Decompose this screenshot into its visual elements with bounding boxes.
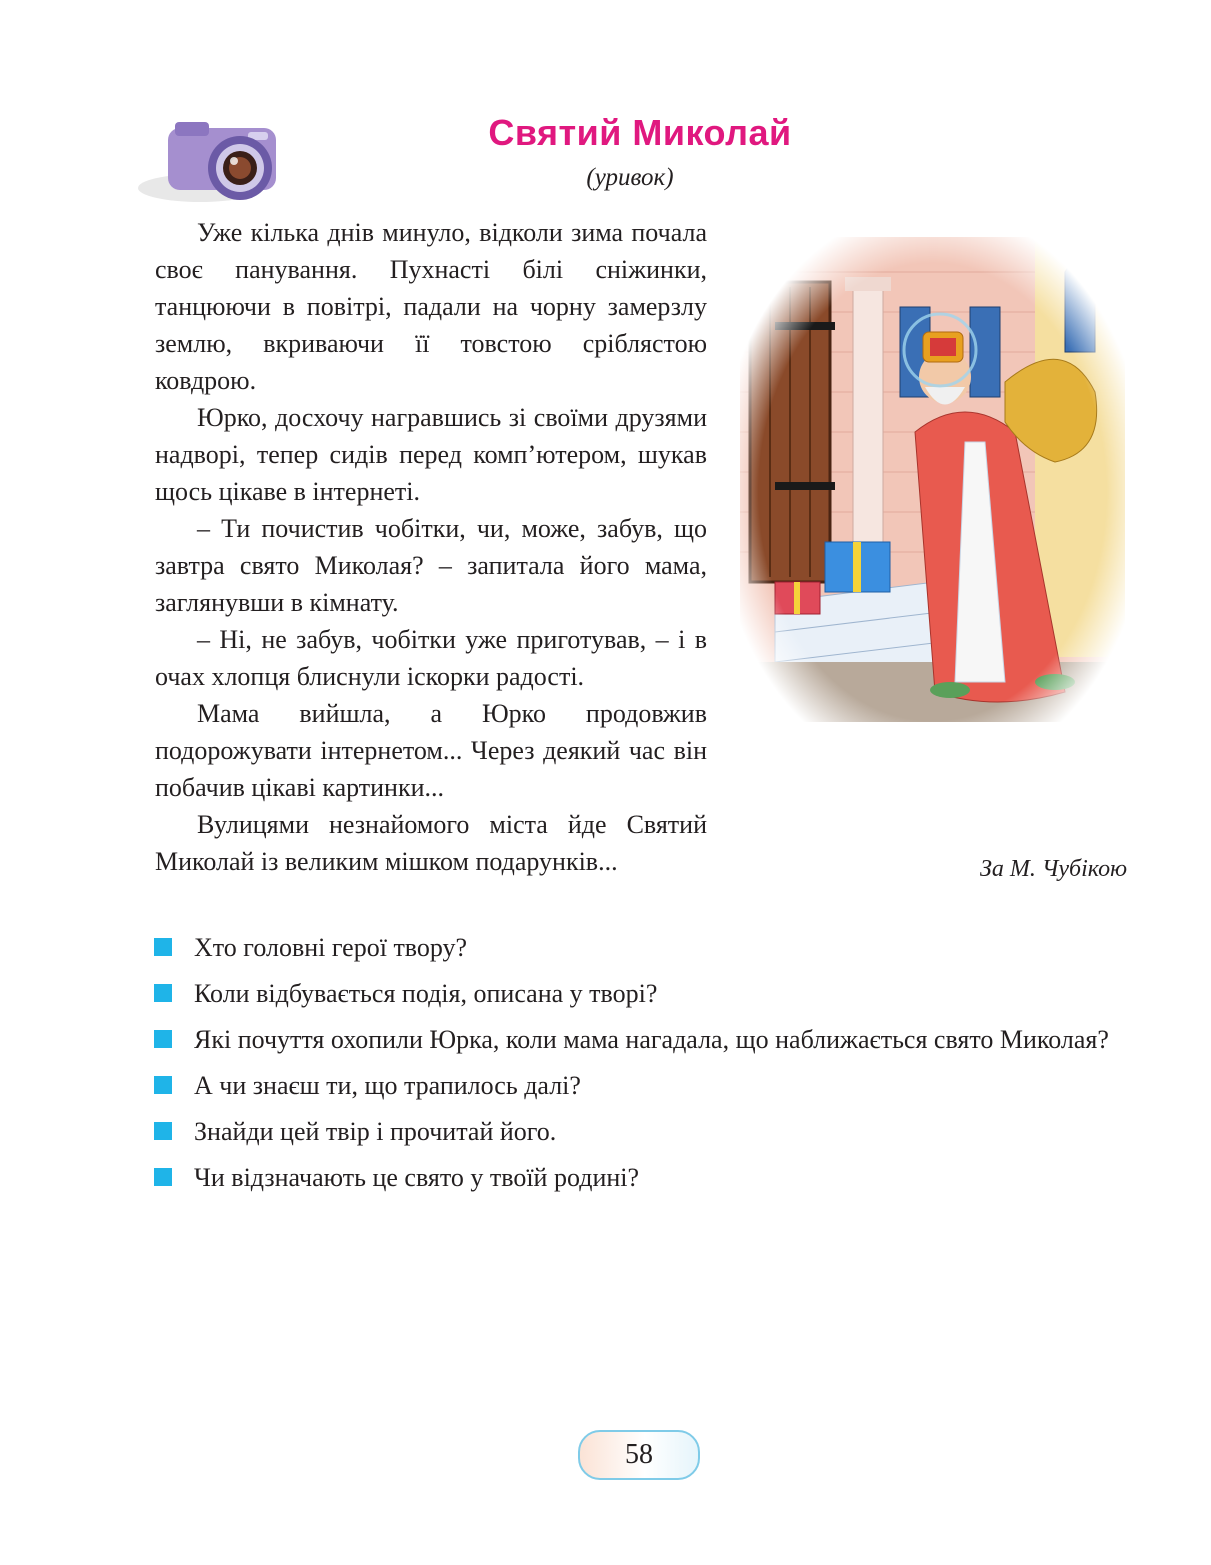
question-text: Які почуття охопили Юрка, коли мама нагадала, що наближається свято Миколая? xyxy=(194,1025,1109,1054)
question-text: Чи відзначають це свято у твоїй родині? xyxy=(194,1163,640,1192)
question-item xyxy=(152,1114,1128,1149)
question-item xyxy=(152,930,1128,965)
questions-list xyxy=(152,930,1128,1206)
story-paragraph: Юрко, досхочу награвшись зі своїми друзями надворі, тепер сидів перед комп’ютером, шукав щось цікаве в інтернеті. xyxy=(155,403,707,506)
story-paragraph: – Ні, не забув, чобітки уже приготував, – і в очах хлопця блиснули іскорки радості. xyxy=(155,625,707,691)
square-bullet-icon xyxy=(154,1122,172,1140)
camera-icon xyxy=(130,108,290,218)
square-bullet-icon xyxy=(154,984,172,1002)
page-number: 58 xyxy=(578,1430,700,1480)
question-item xyxy=(152,1160,1128,1195)
author-credit: За М. Чубікою xyxy=(979,856,1127,882)
question-text: А чи знаєш ти, що трапилось далі? xyxy=(194,1071,581,1100)
square-bullet-icon xyxy=(154,1076,172,1094)
square-bullet-icon xyxy=(154,1030,172,1048)
square-bullet-icon xyxy=(154,1168,172,1186)
story-paragraph: Мама вийшла, а Юрко продовжив подорожувати інтернетом... Через деякий час він побачив цікаві картинки... xyxy=(155,699,707,802)
page-subtitle: (уривок) xyxy=(586,164,674,191)
story-paragraph: Вулицями незнайомого міста йде Святий Миколай із великим мішком подарунків... xyxy=(155,810,707,876)
story-paragraph: – Ти почистив чобітки, чи, може, забув, що завтра свято Миколая? – запитала його мама, заглянувши в кімнату. xyxy=(155,514,707,617)
question-item xyxy=(152,976,1128,1011)
story-text xyxy=(155,214,707,880)
story-paragraph: Уже кілька днів минуло, відколи зима почала своє панування. Пухнасті білі сніжинки, танцюючи в повітрі, падали на чорну замерзлу землю, вкриваючи її товстою сріблястою ковдрою. xyxy=(155,218,707,395)
saint-nicholas-illustration xyxy=(735,232,1130,752)
square-bullet-icon xyxy=(154,938,172,956)
question-item xyxy=(152,1068,1128,1103)
question-text: Хто головні герої твору? xyxy=(194,933,468,962)
page-title: Святий Миколай xyxy=(488,112,792,153)
question-text: Коли відбувається подія, описана у творі? xyxy=(194,979,658,1008)
question-text: Знайди цей твір і прочитай його. xyxy=(194,1117,557,1146)
question-item xyxy=(152,1022,1128,1057)
